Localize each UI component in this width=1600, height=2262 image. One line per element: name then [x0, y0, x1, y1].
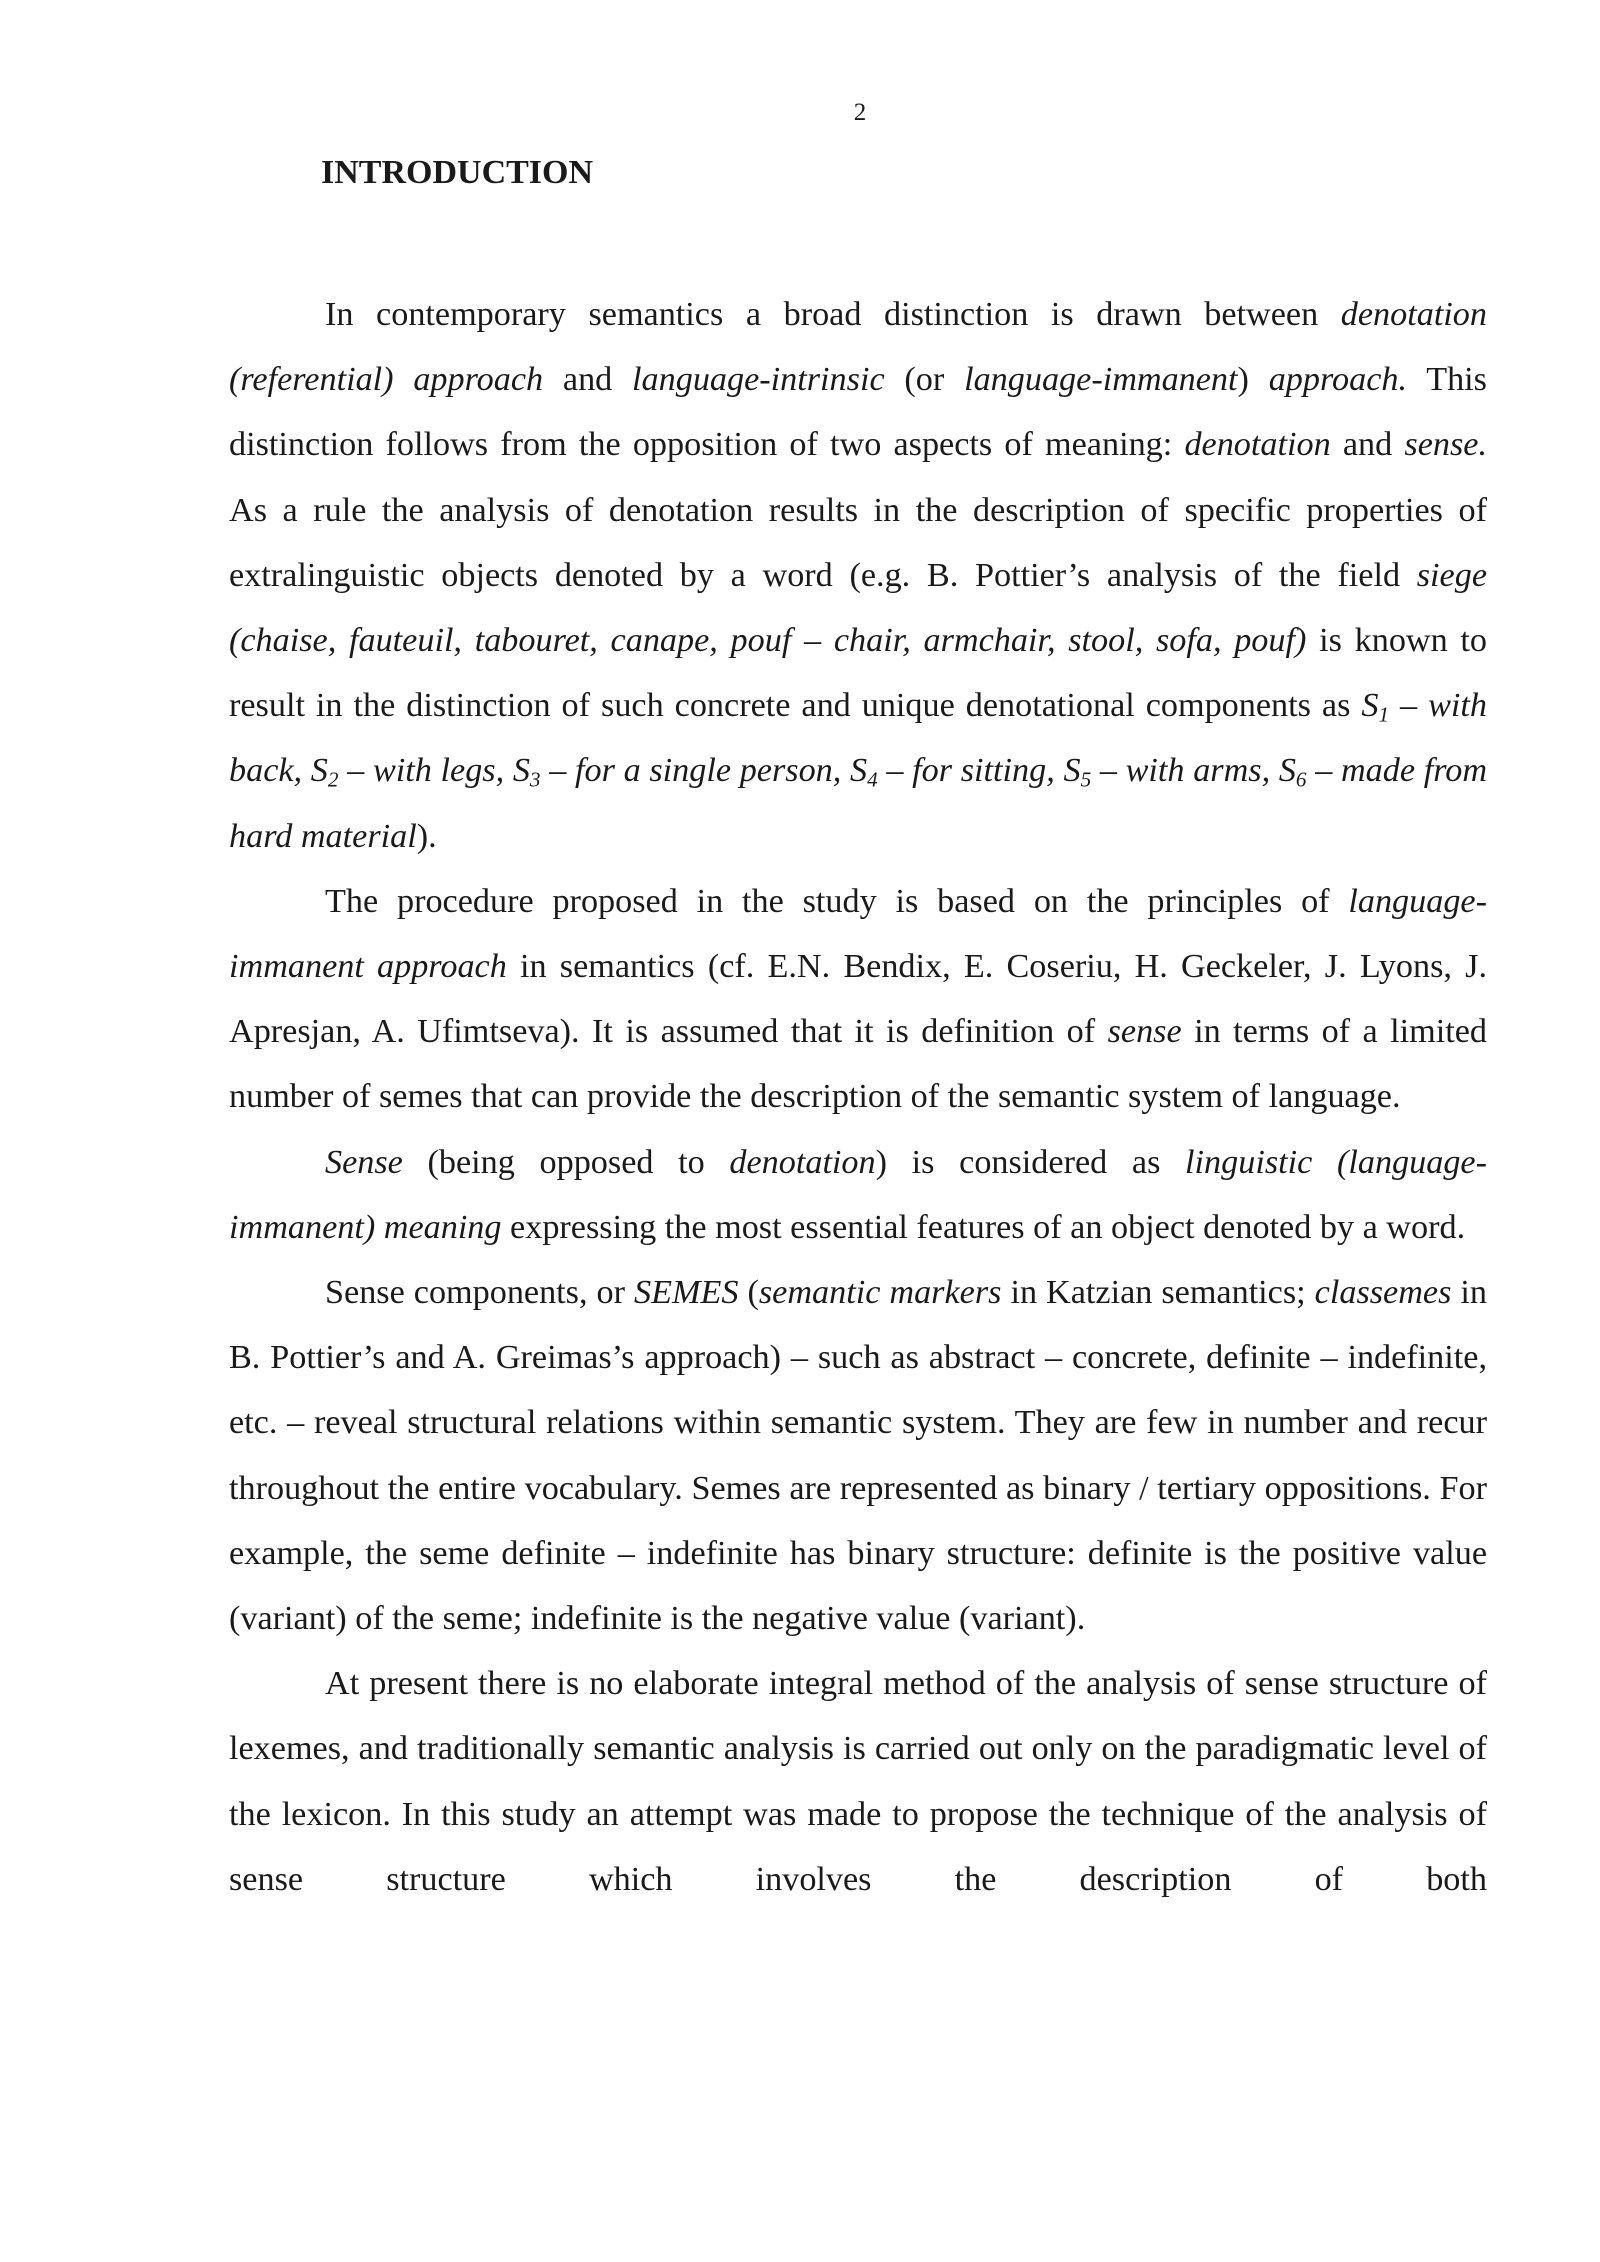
italic-term: language-intrinsic — [632, 361, 885, 399]
text-run: – — [338, 752, 373, 790]
text-run: in B. Pottier’s and A. Greimas’s approach) – such as abstract – concrete, definite – indefinite, etc. – reveal structural relations within semantic system. They are few in number and recur throughout the entire vocabulary. Semes are represented as binary / tertiary oppositions. For example, the seme definite – indefinite has binary structure: definite is the positive value (variant) of the seme; indefinite is the negative value (variant). — [229, 1274, 1487, 1638]
subscript-index: 3 — [529, 767, 541, 792]
paragraph — [229, 1260, 1487, 1651]
italic-term: denotation — [729, 1143, 876, 1181]
italic-term: denotation (referential) approach — [229, 296, 1487, 399]
italic-term: semantic markers — [758, 1274, 1002, 1312]
italic-term: with legs, S — [372, 752, 530, 790]
text-run: As a rule the analysis of denotation results in the description of specific properties of extralinguistic objects denoted by a word (e.g. B. Pottier’s analysis of the field — [229, 491, 1487, 594]
text-run: – — [1389, 687, 1429, 725]
subscript-index: 4 — [867, 767, 878, 792]
italic-term: classemes — [1314, 1274, 1452, 1312]
text-run: and — [543, 361, 633, 399]
italic-term: Sense — [325, 1143, 403, 1181]
text-run: is known to result in the distinction of such concrete and unique denotational components as — [229, 622, 1488, 725]
italic-term: denotation — [1184, 426, 1331, 464]
italic-term: with arms, S — [1125, 752, 1296, 790]
text-run: Sense components, or — [325, 1274, 635, 1312]
subscript-index: 6 — [1295, 767, 1307, 792]
text-run: expressing the most essential features of an object denoted by a word. — [501, 1208, 1466, 1246]
italic-term: linguistic (language-immanent) meaning — [229, 1143, 1487, 1246]
text-run: ). — [416, 817, 437, 855]
text-run: ) — [1237, 361, 1269, 399]
text-run: In contemporary semantics a broad distinction is drawn between — [325, 296, 1341, 333]
italic-term: made from hard material — [229, 752, 1488, 855]
paragraph — [229, 1651, 1487, 1912]
text-run: The procedure proposed in the study is based on the principles of — [325, 882, 1349, 920]
section-heading: INTRODUCTION — [321, 154, 594, 191]
italic-term: for a single person, S — [574, 752, 868, 790]
italic-term: SEMES — [634, 1274, 739, 1312]
paragraph — [229, 1130, 1487, 1260]
body-text — [229, 282, 1487, 1912]
text-run: ( — [738, 1274, 759, 1312]
text-run: ) is considered as — [875, 1143, 1186, 1181]
text-run: – — [540, 752, 575, 790]
text-run: This distinction follows from the opposition of two aspects of meaning: — [229, 361, 1487, 464]
subscript-index: 1 — [1378, 702, 1390, 727]
italic-term: sense. — [1404, 426, 1487, 464]
italic-term: with back, S — [229, 687, 1487, 790]
italic-term: approach. — [1268, 361, 1408, 399]
italic-term: for sitting, S — [912, 752, 1081, 790]
text-run: in Katzian semantics; — [1001, 1274, 1315, 1312]
text-run: – — [877, 752, 913, 790]
subscript-index: 2 — [327, 767, 339, 792]
text-run: in terms of a limited number of semes that can provide the description of the semantic system of language. — [229, 1013, 1487, 1116]
paragraph — [229, 869, 1487, 1130]
text-run: in semantics (cf. E.N. Bendix, E. Coseriu, H. Geckeler, J. Lyons, J. Apresjan, A. Ufimtseva). It is assumed that it is definition of — [229, 948, 1487, 1051]
italic-term: siege (chaise, fauteuil, tabouret, canape, pouf – chair, armchair, stool, sofa, pouf) — [229, 556, 1487, 660]
text-run: (or — [884, 361, 965, 399]
text-run: – — [1306, 752, 1341, 790]
text-run: (being opposed to — [402, 1143, 730, 1181]
italic-term: language-immanent — [964, 361, 1238, 399]
italic-term: language-immanent approach — [229, 882, 1487, 986]
subscript-index: 5 — [1080, 767, 1092, 792]
paragraph — [229, 282, 1487, 869]
text-run: – — [1091, 752, 1126, 790]
text-run: and — [1330, 426, 1405, 464]
italic-term: sense — [1107, 1013, 1182, 1051]
text-run: At present there is no elaborate integral method of the analysis of sense structure of lexemes, and traditionally semantic analysis is carried out only on the paradigmatic level of the lexicon. In this study an attempt was made to propose the technique of the analysis of sense structure which involves the description of both — [229, 1665, 1487, 1898]
page-number: 2 — [853, 99, 867, 126]
italic-term: S — [1361, 687, 1379, 725]
